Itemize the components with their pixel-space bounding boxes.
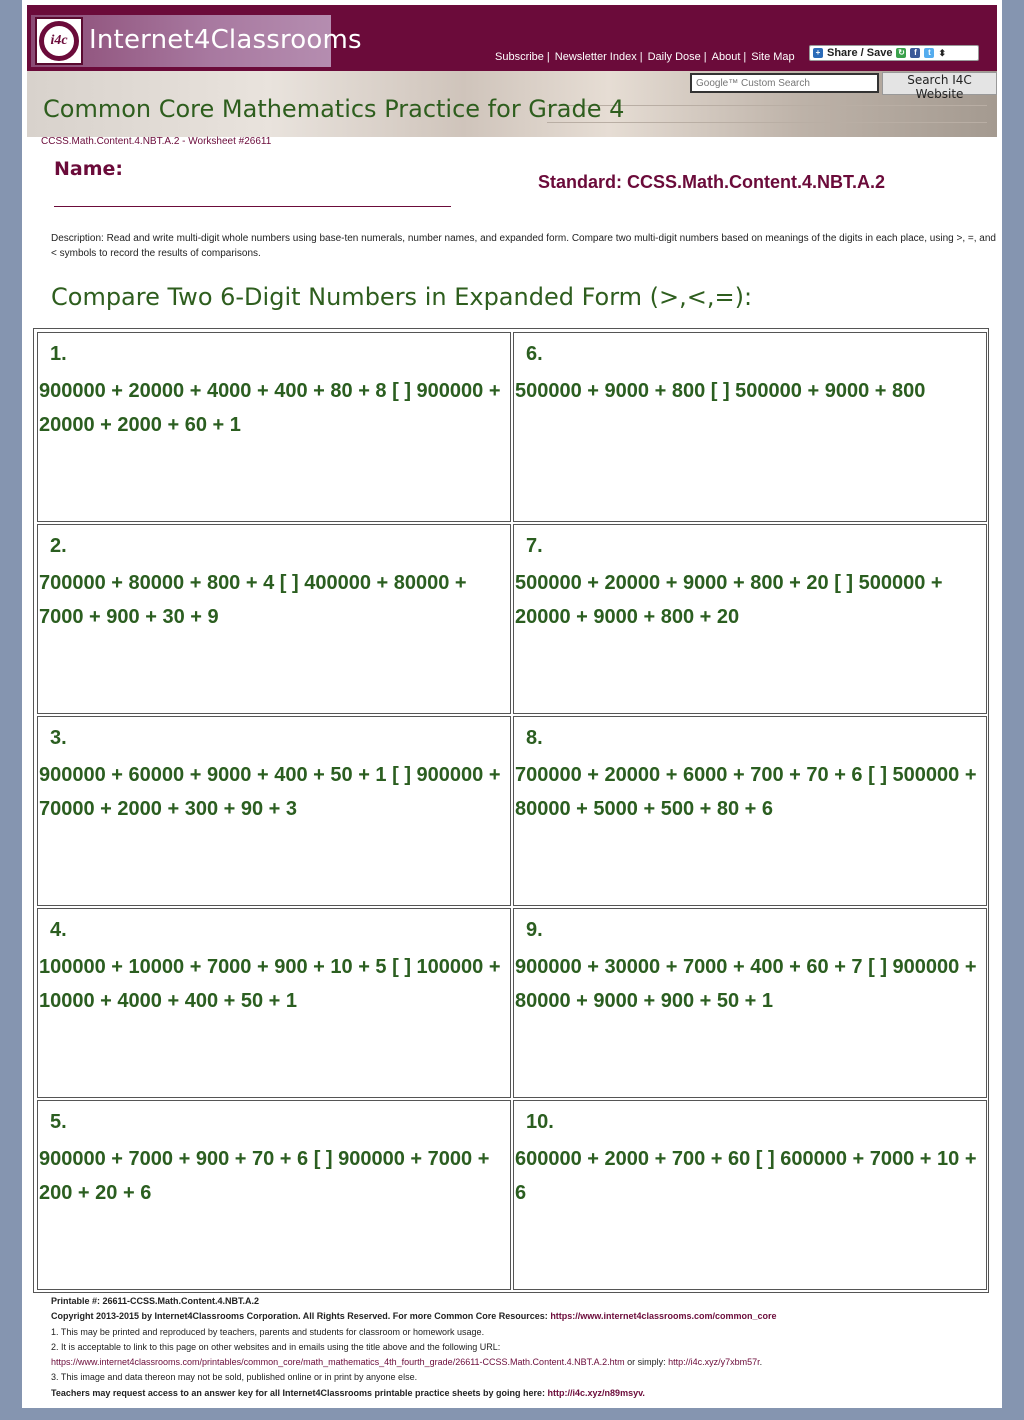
problem-expression: 900000 + 30000 + 7000 + 400 + 60 + 7 [ ] 900000 + 80000 + 9000 + 900 + 50 + 1 xyxy=(515,956,977,1012)
url-period: . xyxy=(759,1357,763,1368)
page-title: Common Core Mathematics Practice for Grade 4 xyxy=(43,95,625,123)
problem-number: 7. xyxy=(526,535,543,557)
problem-expression: 900000 + 7000 + 900 + 70 + 6 [ ] 900000 + 7000 + 200 + 20 + 6 xyxy=(39,1148,490,1204)
logo-text: Internet4Classrooms xyxy=(89,25,362,55)
problem-expression: 900000 + 20000 + 4000 + 400 + 80 + 8 [ ] 900000 + 20000 + 2000 + 60 + 1 xyxy=(39,380,501,436)
plus-icon: + xyxy=(813,48,823,58)
description: Description: Read and write multi-digit whole numbers using base-ten numerals, number names, and expanded form. Compare two multi-digit numbers based on meanings of the digits in each place, using >, =, and < symbols to record the results of comparisons. xyxy=(51,233,996,259)
search-input[interactable] xyxy=(690,73,879,93)
nav-separator: | xyxy=(743,51,747,63)
problem-number: 4. xyxy=(50,919,67,941)
url-line xyxy=(51,1355,991,1370)
problems-grid xyxy=(33,328,989,1293)
problem-expression: 900000 + 60000 + 9000 + 400 + 50 + 1 [ ] 900000 + 70000 + 2000 + 300 + 90 + 3 xyxy=(39,764,501,820)
nav-daily-dose[interactable]: Daily Dose xyxy=(647,51,701,63)
problem-cell-4 xyxy=(37,908,511,1098)
problem-number: 9. xyxy=(526,919,543,941)
nav-about[interactable]: About xyxy=(711,51,741,63)
copyright-text: Copyright 2013-2015 by Internet4Classrooms Corporation. All Rights Reserved. For more Common Core Resources: xyxy=(51,1311,548,1322)
name-label: Name: xyxy=(54,158,124,180)
note-2: 2. It is acceptable to link to this page on other websites and in emails using the title above and the following URL: xyxy=(51,1341,501,1352)
problem-expression: 500000 + 20000 + 9000 + 800 + 20 [ ] 500000 + 20000 + 9000 + 800 + 20 xyxy=(515,572,943,628)
search-button[interactable]: Search I4C Website xyxy=(882,72,997,95)
answer-key-line xyxy=(51,1386,991,1401)
top-bar xyxy=(27,5,997,71)
problem-cell-2 xyxy=(37,524,511,714)
facebook-icon: f xyxy=(910,48,920,58)
problem-number: 2. xyxy=(50,535,67,557)
site-logo[interactable] xyxy=(31,15,362,67)
copyright-line xyxy=(51,1309,991,1324)
nav-separator: | xyxy=(546,51,550,63)
problem-expression: 700000 + 80000 + 800 + 4 [ ] 400000 + 80000 + 7000 + 900 + 30 + 9 xyxy=(39,572,467,628)
nav-newsletter-index[interactable]: Newsletter Index xyxy=(554,51,637,63)
note-3: 3. This image and data thereon may not be sold, published online or in print by anyone else. xyxy=(51,1372,418,1383)
problem-number: 3. xyxy=(50,727,67,749)
share-save-button[interactable] xyxy=(809,45,979,61)
top-nav xyxy=(495,51,795,63)
section-title: Compare Two 6-Digit Numbers in Expanded Form (>,<,=): xyxy=(51,283,753,311)
short-url-link[interactable]: http://i4c.xyz/y7xbm57r xyxy=(668,1357,760,1368)
worksheet-id: CCSS.Math.Content.4.NBT.A.2 - Worksheet #26611 xyxy=(41,136,272,147)
logo-badge-icon xyxy=(35,17,83,65)
nav-separator: | xyxy=(639,51,643,63)
problem-number: 10. xyxy=(526,1111,554,1133)
answer-key-link[interactable]: http://i4c.xyz/n89msyv. xyxy=(547,1387,645,1398)
problem-cell-1 xyxy=(37,332,511,522)
answer-key-text: Teachers may request access to an answer key for all Internet4Classrooms printable practice sheets by going here: xyxy=(51,1387,546,1398)
header-banner xyxy=(27,71,997,137)
standard-label: Standard: CCSS.Math.Content.4.NBT.A.2 xyxy=(538,172,886,192)
problem-number: 5. xyxy=(50,1111,67,1133)
logo-badge-text: i4c xyxy=(50,33,68,48)
problem-cell-10 xyxy=(513,1100,987,1290)
problem-cell-6 xyxy=(513,332,987,522)
problem-expression: 600000 + 2000 + 700 + 60 [ ] 600000 + 7000 + 10 + 6 xyxy=(515,1148,977,1204)
problem-number: 1. xyxy=(50,343,67,365)
problem-number: 6. xyxy=(526,343,543,365)
problem-cell-8 xyxy=(513,716,987,906)
url-or-text: or simply: xyxy=(624,1357,669,1368)
nav-site-map[interactable]: Site Map xyxy=(751,51,795,63)
problem-cell-5 xyxy=(37,1100,511,1290)
nav-subscribe[interactable]: Subscribe xyxy=(495,51,544,63)
problem-expression: 500000 + 9000 + 800 [ ] 500000 + 9000 + 800 xyxy=(515,380,926,402)
share-save-label: Share / Save xyxy=(827,47,893,59)
problem-cell-7 xyxy=(513,524,987,714)
printable-number: Printable #: 26611-CCSS.Math.Content.4.NBT.A.2 xyxy=(51,1296,260,1306)
share-icon: ↻ xyxy=(898,48,905,57)
worksheet-page xyxy=(22,0,1002,1408)
problem-expression: 700000 + 20000 + 6000 + 700 + 70 + 6 [ ] 500000 + 80000 + 5000 + 500 + 80 + 6 xyxy=(515,764,977,820)
footer xyxy=(51,1294,991,1401)
note-1: 1. This may be printed and reproduced by teachers, parents and students for classroom or homework usage. xyxy=(51,1326,485,1337)
worksheet-url-link[interactable]: https://www.internet4classrooms.com/printables/common_core/math_mathematics_4th_fourth_grade/26611-CCSS.Math.Content.4.NBT.A.2.htm xyxy=(51,1357,625,1368)
twitter-icon: t xyxy=(924,48,934,58)
site-header xyxy=(27,5,997,137)
chevron-updown-icon: ⬍ xyxy=(938,47,946,58)
name-line xyxy=(54,206,451,207)
common-core-link[interactable]: https://www.internet4classrooms.com/common_core xyxy=(550,1311,777,1322)
problem-expression: 100000 + 10000 + 7000 + 900 + 10 + 5 [ ] 100000 + 10000 + 4000 + 400 + 50 + 1 xyxy=(39,956,501,1012)
nav-separator: | xyxy=(703,51,707,63)
problem-cell-9 xyxy=(513,908,987,1098)
problem-number: 8. xyxy=(526,727,543,749)
problem-cell-3 xyxy=(37,716,511,906)
